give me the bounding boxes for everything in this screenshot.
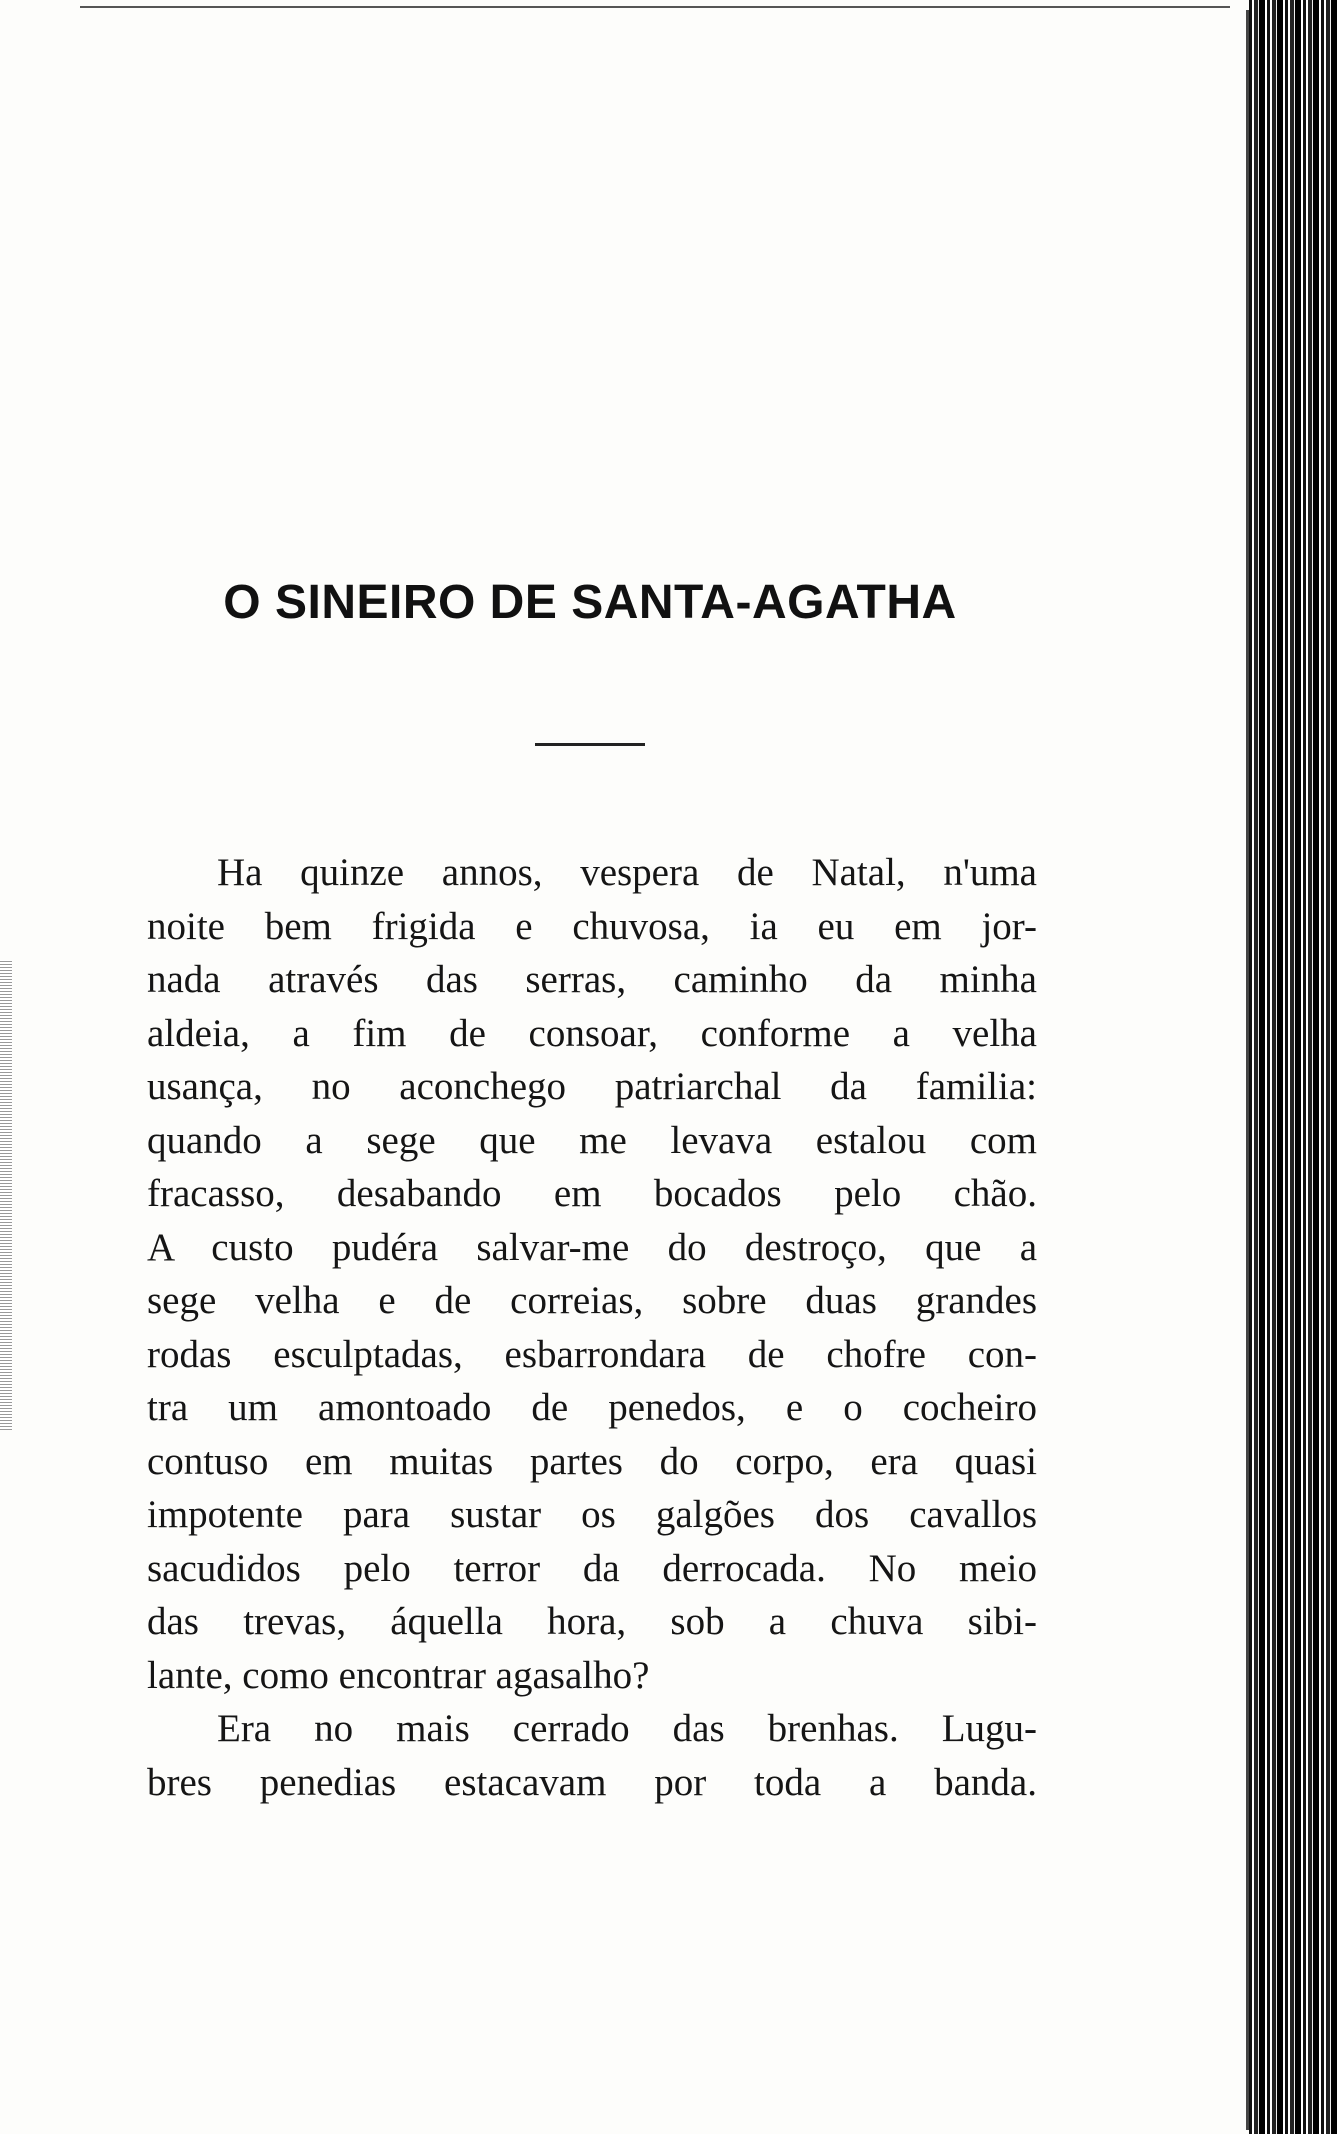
title-divider [535, 743, 645, 746]
text-line: rodas esculptadas, esbarrondara de chofre con- [147, 1332, 1037, 1376]
text-line: fracasso, desabando em bocados pelo chão. [147, 1172, 1037, 1215]
left-page-edge [0, 960, 12, 1430]
chapter-body [147, 846, 1037, 1809]
text-line: quando a sege que me levava estalou com [147, 1118, 1037, 1162]
chapter-title: O SINEIRO DE SANTA-AGATHA [223, 576, 957, 629]
text-line: lante, como encontrar agasalho? [147, 1653, 650, 1697]
text-line: sege velha e de correias, sobre duas grandes [147, 1279, 1037, 1322]
text-line: usança, no aconchego patriarchal da familia: [147, 1065, 1037, 1108]
text-line: das trevas, áquella hora, sob a chuva sibi- [147, 1600, 1037, 1643]
text-line: Era no mais cerrado das brenhas. Lugu- [217, 1707, 1037, 1750]
text-line: tra um amontoado de penedos, e o cocheiro [147, 1386, 1037, 1429]
text-line: sacudidos pelo terror da derrocada. No meio [147, 1546, 1037, 1590]
book-binding [1249, 0, 1339, 2134]
page-top-edge [80, 6, 1230, 8]
text-line: noite bem frigida e chuvosa, ia eu em jor- [147, 904, 1037, 948]
text-line: impotente para sustar os galgões dos cavallos [147, 1493, 1037, 1536]
text-line: A custo pudéra salvar-me do destroço, que a [147, 1225, 1037, 1269]
text-line: nada através das serras, caminho da minha [147, 958, 1037, 1001]
text-line: contuso em muitas partes do corpo, era quasi [147, 1439, 1037, 1483]
text-line: bres penedias estacavam por toda a banda. [147, 1760, 1037, 1804]
text-line: Ha quinze annos, vespera de Natal, n'uma [217, 851, 1037, 894]
text-line: aldeia, a fim de consoar, conforme a velha [147, 1011, 1037, 1055]
